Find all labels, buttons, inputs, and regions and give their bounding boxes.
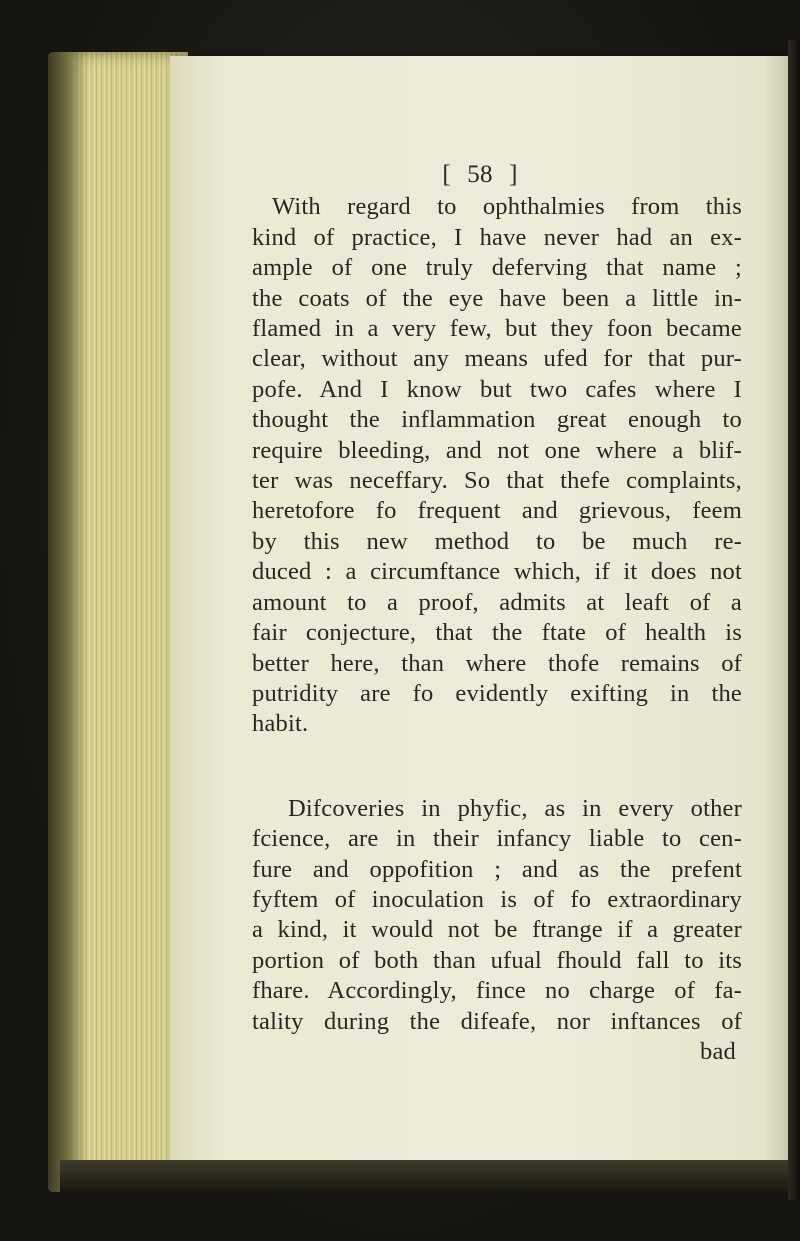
- book-right-edge: [788, 40, 800, 1200]
- text-line: the coats of the eye have been a little in-: [252, 284, 742, 312]
- text-line: Difcoveries in phyfic, as in every other: [288, 794, 742, 822]
- text-line: fyftem of inoculation is of fo extraordinary: [252, 885, 742, 913]
- text-line: amount to a proof, admits at leaft of a: [252, 588, 742, 616]
- text-line: pofe. And I know but two cafes where I: [252, 375, 742, 403]
- paragraph-2: [252, 794, 742, 1037]
- text-line: putridity are fo evidently exifting in the: [252, 679, 742, 707]
- text-line: portion of both than ufual fhould fall to its: [252, 946, 742, 974]
- book-spine-shadow: [48, 52, 88, 1192]
- paragraph-1: [252, 192, 742, 739]
- paragraph-gap: [252, 740, 742, 794]
- text-line: ter was neceffary. So that thefe complaints,: [252, 467, 742, 495]
- text-line: fair conjecture, that the ftate of health is: [252, 619, 742, 647]
- page-text: [252, 160, 742, 1067]
- text-line: fhare. Accordingly, fince no charge of fa-: [252, 977, 742, 1005]
- text-line: a kind, it would not be ftrange if a greater: [252, 916, 742, 944]
- text-line: tality during the difeafe, nor inftances of: [252, 1007, 742, 1035]
- text-line: by this new method to be much re-: [252, 527, 742, 555]
- book-bottom-edge: [60, 1160, 790, 1192]
- text-line: fure and oppofition ; and as the prefent: [252, 855, 742, 883]
- text-line: ample of one truly deferving that name ;: [252, 254, 742, 282]
- text-line: require bleeding, and not one where a blif-: [252, 436, 742, 464]
- catchword: bad: [700, 1037, 736, 1065]
- text-line: duced : a circumftance which, if it does not: [252, 558, 742, 586]
- text-line: thought the inflammation great enough to: [252, 406, 742, 434]
- text-line: kind of practice, I have never had an ex-: [252, 223, 742, 251]
- text-line: habit.: [252, 710, 309, 738]
- text-line: heretofore fo frequent and grievous, feem: [252, 497, 742, 525]
- text-line: flamed in a very few, but they foon became: [252, 315, 742, 343]
- text-line: fcience, are in their infancy liable to cen-: [252, 825, 742, 853]
- text-line: better here, than where thofe remains of: [252, 649, 742, 677]
- text-line: clear, without any means ufed for that pur-: [252, 345, 742, 373]
- text-line: With regard to ophthalmies from this: [272, 193, 742, 221]
- page-number: [ 58 ]: [442, 161, 518, 188]
